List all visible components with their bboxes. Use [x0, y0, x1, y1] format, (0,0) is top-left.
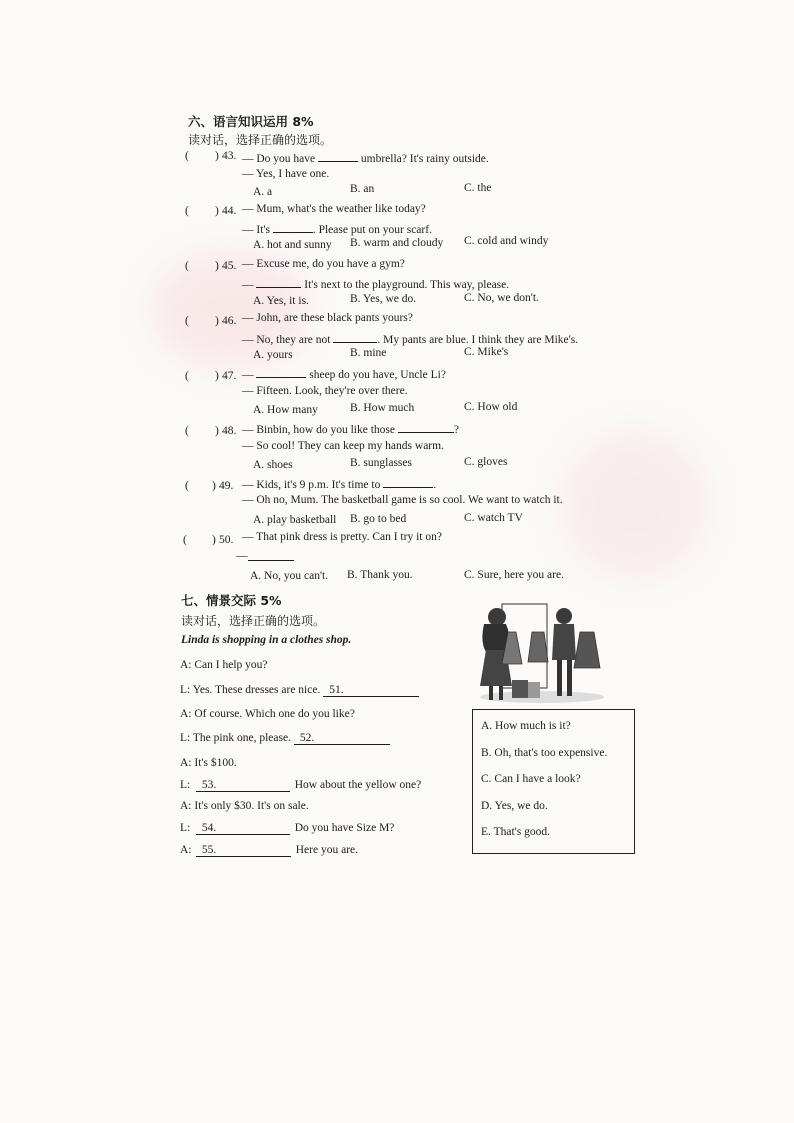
paper-stain	[560, 430, 710, 580]
dialog-text: How about the yellow one?	[294, 779, 422, 791]
answer-blank-54[interactable]	[196, 822, 290, 835]
option-b: B. go to bed	[350, 513, 407, 525]
question-number: 47.	[222, 370, 237, 382]
response-text: . Please put on your scarf.	[312, 224, 432, 236]
section-7-title: 七、情景交际 5%	[181, 593, 282, 608]
speaker: A:	[180, 800, 192, 812]
blank-number: 55.	[201, 844, 217, 856]
response-line	[242, 276, 509, 291]
dialog-text: Yes. These dresses are nice.	[192, 684, 321, 696]
question-text: sheep do you have, Uncle Li?	[309, 369, 446, 381]
dialog-line	[180, 822, 394, 835]
option-a: A. yours	[253, 349, 293, 361]
dialog-text: The pink one, please.	[192, 732, 291, 744]
option-b: B. sunglasses	[350, 457, 412, 469]
option-a: A. a	[253, 186, 273, 198]
question-text: — Mum, what's the weather like today?	[242, 203, 426, 215]
question-text: — John, are these black pants yours?	[242, 312, 413, 324]
answer-choices-box	[472, 709, 635, 854]
question-text: .	[433, 479, 437, 491]
response-text: —	[236, 550, 248, 562]
answer-blank-55[interactable]	[196, 844, 291, 857]
response-text: — No, they are not	[242, 334, 331, 346]
speaker: A:	[180, 757, 192, 769]
dialog-line	[180, 732, 390, 745]
question-number: 43.	[222, 150, 237, 162]
question-number: 48.	[222, 425, 237, 437]
response-text: — It's	[242, 224, 270, 236]
option-b: B. Yes, we do.	[350, 293, 417, 305]
answer-paren-close: )	[215, 425, 219, 437]
choice-e: E. That's good.	[481, 826, 550, 838]
answer-paren-open: (	[185, 205, 189, 217]
answer-paren-close: )	[215, 260, 219, 272]
question-line	[242, 366, 446, 381]
dialog-line	[180, 684, 419, 697]
question-text: — Excuse me, do you have a gym?	[242, 258, 405, 270]
option-c: C. watch TV	[464, 512, 523, 524]
option-a: A. Yes, it is.	[253, 295, 309, 307]
blank-number: 51.	[329, 684, 344, 696]
question-text: — Binbin, how do you like those	[242, 424, 396, 436]
answer-blank[interactable]	[318, 150, 358, 162]
option-c: C. How old	[464, 401, 518, 413]
dialog-text: It's $100.	[194, 757, 237, 769]
option-a: A. play basketball	[253, 514, 337, 526]
question-line	[242, 421, 459, 436]
speaker: A:	[180, 659, 192, 671]
response-line	[242, 221, 432, 236]
question-number: 44.	[222, 205, 237, 217]
blank-number: 53.	[201, 779, 217, 791]
answer-blank-52[interactable]	[294, 732, 390, 745]
choice-a: A. How much is it?	[481, 720, 571, 732]
answer-paren-close: )	[212, 480, 216, 492]
response-text: It's next to the playground. This way, please.	[304, 279, 510, 291]
option-c: C. gloves	[464, 456, 508, 468]
option-b: B. mine	[350, 347, 387, 359]
answer-blank[interactable]	[333, 331, 377, 343]
dialog-text: Do you have Size M?	[294, 822, 395, 834]
answer-paren-open: (	[185, 425, 189, 437]
answer-blank[interactable]	[398, 421, 454, 433]
option-b: B. Thank you.	[347, 569, 413, 581]
answer-blank[interactable]	[273, 221, 313, 233]
answer-blank[interactable]	[256, 276, 301, 288]
question-text: — That pink dress is pretty. Can I try it on?	[242, 531, 442, 543]
answer-blank[interactable]	[383, 476, 433, 488]
question-text: umbrella? It's rainy outside.	[360, 153, 489, 165]
response-line	[236, 550, 248, 562]
option-b: B. warm and cloudy	[350, 237, 444, 249]
dialog-line	[180, 844, 358, 857]
question-text: ?	[453, 424, 459, 436]
speaker: L:	[180, 822, 191, 834]
answer-paren-close: )	[215, 315, 219, 327]
answer-paren-open: (	[185, 370, 189, 382]
dialog-line	[180, 659, 268, 671]
speaker: L:	[180, 779, 191, 791]
speaker: L:	[180, 684, 191, 696]
question-line	[242, 150, 489, 165]
response-line	[242, 331, 578, 346]
answer-paren-close: )	[212, 534, 216, 546]
speaker: L:	[180, 732, 191, 744]
dialog-line	[180, 800, 309, 812]
question-text: —	[242, 369, 254, 381]
question-number: 49.	[219, 480, 234, 492]
question-number: 50.	[219, 534, 234, 546]
answer-blank-53[interactable]	[196, 779, 290, 792]
dialog-text: Can I help you?	[194, 659, 268, 671]
option-a: A. How many	[253, 404, 318, 416]
answer-paren-open: (	[185, 150, 189, 162]
response-text: . My pants are blue. I think they are Mike's.	[377, 334, 579, 346]
blank-number: 54.	[201, 822, 217, 834]
option-c: C. Mike's	[464, 346, 509, 358]
speaker: A:	[180, 708, 192, 720]
dialog-intro: Linda is shopping in a clothes shop.	[181, 634, 352, 646]
response-text: —	[242, 279, 254, 291]
question-number: 45.	[222, 260, 237, 272]
response-line: — Yes, I have one.	[242, 168, 330, 180]
dialog-line	[180, 779, 421, 792]
answer-paren-open: (	[185, 260, 189, 272]
choice-d: D. Yes, we do.	[481, 800, 548, 812]
section-7-instruction: 读对话，选择正确的选项。	[181, 614, 326, 628]
question-number: 46.	[222, 315, 237, 327]
answer-paren-close: )	[215, 370, 219, 382]
question-line	[242, 476, 436, 491]
answer-paren-open: (	[185, 315, 189, 327]
speaker: A:	[180, 844, 192, 856]
option-a: A. hot and sunny	[253, 239, 332, 251]
option-c: C. Sure, here you are.	[464, 569, 564, 581]
answer-blank[interactable]	[248, 560, 294, 561]
section-6-title: 六、语言知识运用 8%	[188, 114, 314, 129]
response-line: — So cool! They can keep my hands warm.	[242, 440, 444, 452]
dialog-text: It's only $30. It's on sale.	[194, 800, 309, 812]
option-b: B. How much	[350, 402, 415, 414]
response-line: — Fifteen. Look, they're over there.	[242, 385, 408, 397]
girls-shopping-illustration	[472, 602, 612, 706]
dialog-line	[180, 708, 355, 720]
option-b: B. an	[350, 183, 375, 195]
option-c: C. No, we don't.	[464, 292, 539, 304]
option-a: A. No, you can't.	[250, 570, 329, 582]
choice-c: C. Can I have a look?	[481, 773, 581, 785]
answer-blank-51[interactable]	[323, 684, 419, 697]
dialog-text: Here you are.	[295, 844, 359, 856]
answer-paren-open: (	[185, 480, 189, 492]
option-c: C. cold and windy	[464, 235, 549, 247]
dialog-text: Of course. Which one do you like?	[194, 708, 355, 720]
answer-paren-close: )	[215, 150, 219, 162]
blank-number: 52.	[299, 732, 315, 744]
choice-b: B. Oh, that's too expensive.	[481, 747, 608, 759]
response-line: — Oh no, Mum. The basketball game is so cool. We want to watch it.	[242, 494, 563, 506]
option-c: C. the	[464, 182, 492, 194]
dialog-line	[180, 757, 237, 769]
option-a: A. shoes	[253, 459, 293, 471]
section-6-instruction: 读对话，选择正确的选项。	[188, 133, 333, 147]
question-text: — Kids, it's 9 p.m. It's time to	[242, 479, 381, 491]
question-text: — Do you have	[242, 153, 316, 165]
answer-paren-open: (	[183, 534, 187, 546]
answer-paren-close: )	[215, 205, 219, 217]
answer-blank[interactable]	[256, 366, 306, 378]
